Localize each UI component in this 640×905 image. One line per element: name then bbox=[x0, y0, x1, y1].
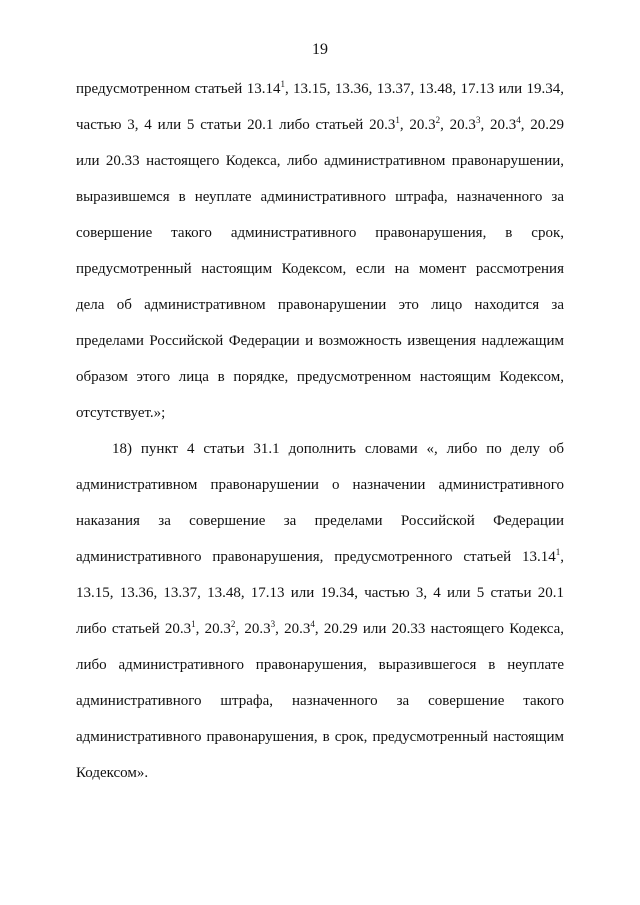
text-line: либо административного правонарушения, выразившегося в неуплате bbox=[76, 657, 564, 673]
text-line: 13.15, 13.36, 13.37, 13.48, 17.13 или 19.34, частью 3, 4 или 5 статьи 20.1 bbox=[76, 585, 564, 601]
text-line: или 20.33 настоящего Кодекса, либо административном правонарушении, bbox=[76, 153, 564, 169]
text-line: Кодексом». bbox=[76, 765, 149, 781]
text-line: административного правонарушения, в срок, предусмотренный настоящим bbox=[76, 729, 564, 745]
text-line: образом этого лица в порядке, предусмотренном настоящим Кодексом, bbox=[76, 369, 564, 385]
text-line: пределами Российской Федерации и возможность извещения надлежащим bbox=[76, 333, 564, 349]
text-line: дела об административном правонарушении это лицо находится за bbox=[76, 297, 564, 313]
text-line: выразившемся в неуплате административного штрафа, назначенного за bbox=[76, 189, 564, 205]
text-line: частью 3, 4 или 5 статьи 20.1 либо статьей 20.3$^1$, 20.3$^2$, 20.3$^3$, 20.3$^4$, 20.29 bbox=[76, 115, 565, 133]
text-line: 18) пункт 4 статьи 31.1 дополнить словами «, либо по делу об bbox=[112, 441, 564, 457]
text-line: либо статьей 20.3$^1$, 20.3$^2$, 20.3$^3$, 20.3$^4$, 20.29 или 20.33 настоящего Кодекса, bbox=[76, 619, 564, 637]
text-line: административного штрафа, назначенного за совершение такого bbox=[76, 693, 564, 709]
text-line: предусмотренный настоящим Кодексом, если на момент рассмотрения bbox=[76, 261, 564, 277]
text-line: административного правонарушения, предусмотренного статьей 13.14$^1$, bbox=[76, 547, 564, 565]
text-line: совершение такого административного правонарушения, в срок, bbox=[76, 225, 564, 241]
text-line: предусмотренном статьей 13.14$^1$, 13.15, 13.36, 13.37, 13.48, 17.13 или 19.34, bbox=[76, 79, 564, 97]
text-line: наказания за совершение за пределами Российской Федерации bbox=[76, 513, 564, 529]
text-line: административном правонарушении о назначении административного bbox=[76, 477, 564, 493]
text-line: отсутствует.»; bbox=[76, 405, 166, 421]
page-number: 19 bbox=[312, 41, 328, 58]
